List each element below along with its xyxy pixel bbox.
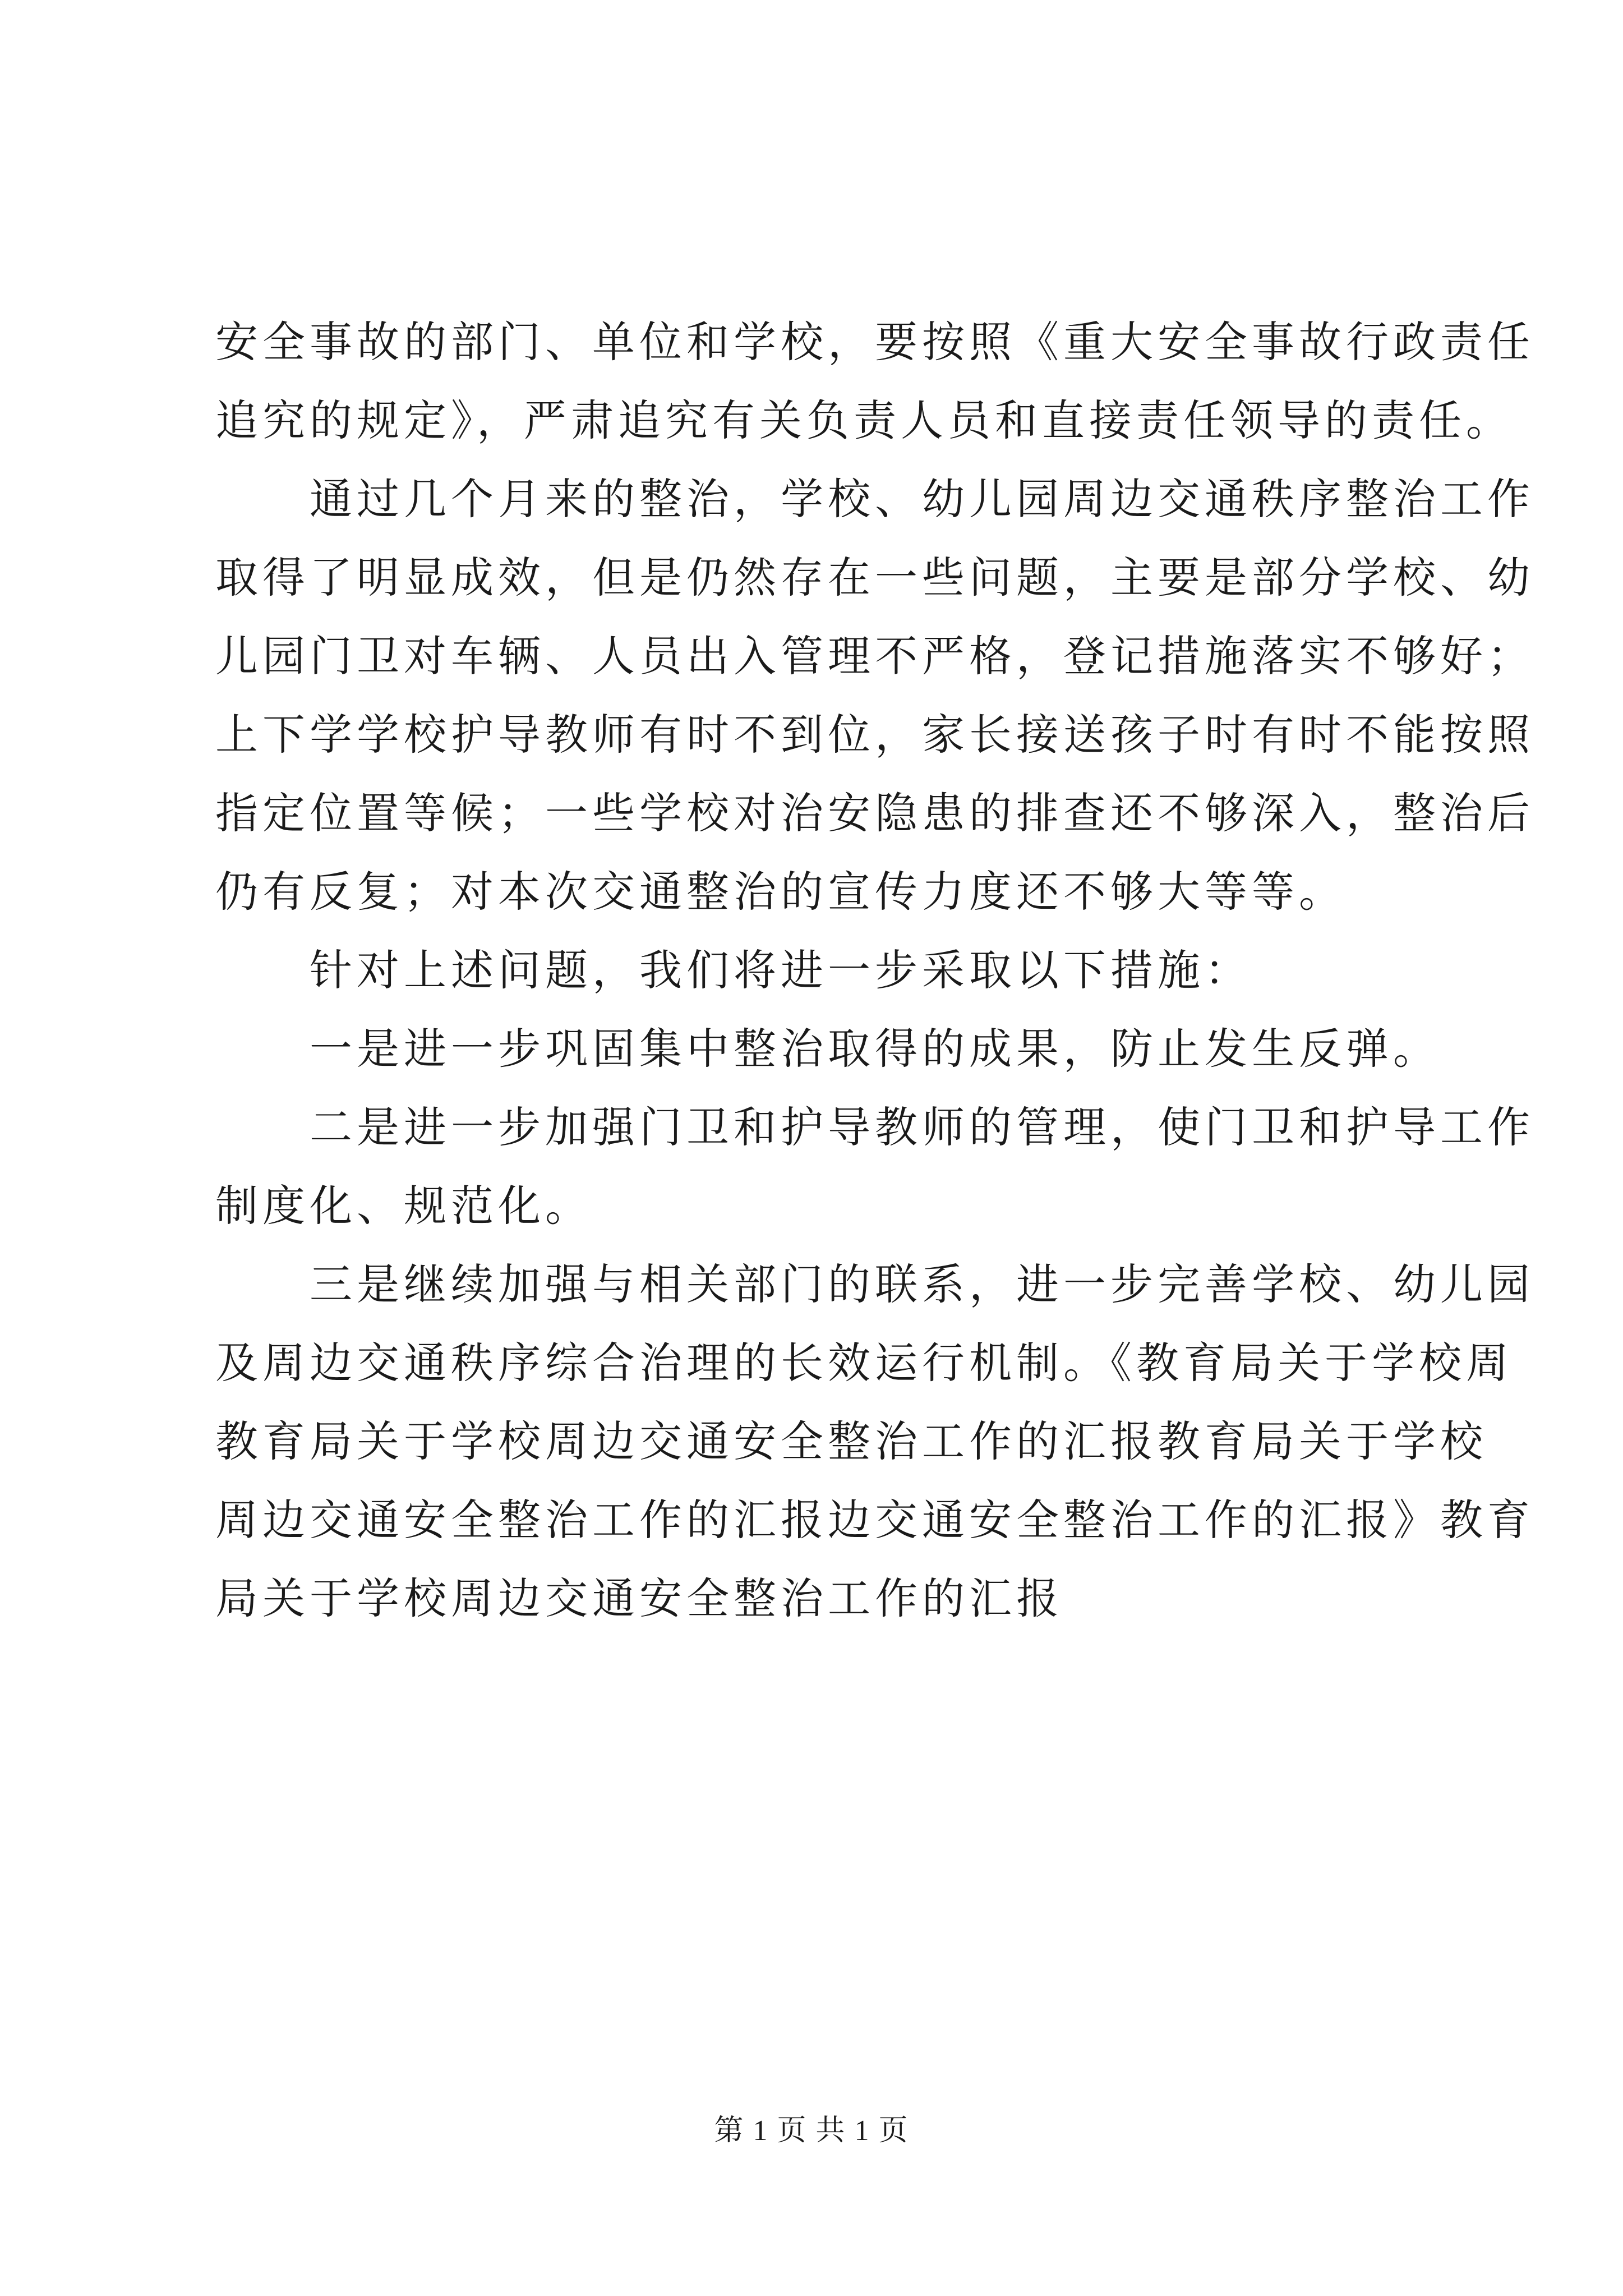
text-line: 指定位置等候；一些学校对治安隐患的排查还不够深入，整治后: [215, 788, 1534, 838]
text-line: 周边交通安全整治工作的汇报边交通安全整治工作的汇报》教育: [215, 1495, 1534, 1545]
text-line: 制度化、规范化。: [215, 1181, 592, 1231]
text-line: 三是继续加强与相关部门的联系，进一步完善学校、幼儿园: [310, 1259, 1534, 1309]
text-line: 二是进一步加强门卫和护导教师的管理，使门卫和护导工作: [310, 1102, 1534, 1152]
text-line: 仍有反复；对本次交通整治的宣传力度还不够大等等。: [215, 867, 1346, 917]
text-line: 教育局关于学校周边交通安全整治工作的汇报教育局关于学校: [215, 1416, 1487, 1466]
page-footer: [0, 2106, 1623, 2148]
text-line: 通过几个月来的整治，学校、幼儿园周边交通秩序整治工作: [310, 474, 1534, 524]
text-line: 局关于学校周边交通安全整治工作的汇报: [215, 1573, 1063, 1623]
text-line: 儿园门卫对车辆、人员出入管理不严格，登记措施落实不够好；: [215, 631, 1534, 681]
text-line: 及周边交通秩序综合治理的长效运行机制。《教育局关于学校周: [215, 1338, 1513, 1388]
text-line: 一是进一步巩固集中整治取得的成果，防止发生反弹。: [310, 1024, 1440, 1074]
text-line: 取得了明显成效，但是仍然存在一些问题，主要是部分学校、幼: [215, 553, 1534, 602]
document-body: [215, 303, 1534, 1638]
text-line: 安全事故的部门、单位和学校，要按照《重大安全事故行政责任: [215, 317, 1534, 367]
text-line: 追究的规定》，严肃追究有关负责人员和直接责任领导的责任。: [215, 395, 1513, 445]
text-line: 上下学学校护导教师有时不到位，家长接送孩子时有时不能按照: [215, 710, 1534, 760]
page-number-label: 第 1 页 共 1 页: [714, 2115, 909, 2147]
text-line: 针对上述问题，我们将进一步采取以下措施：: [310, 945, 1252, 995]
